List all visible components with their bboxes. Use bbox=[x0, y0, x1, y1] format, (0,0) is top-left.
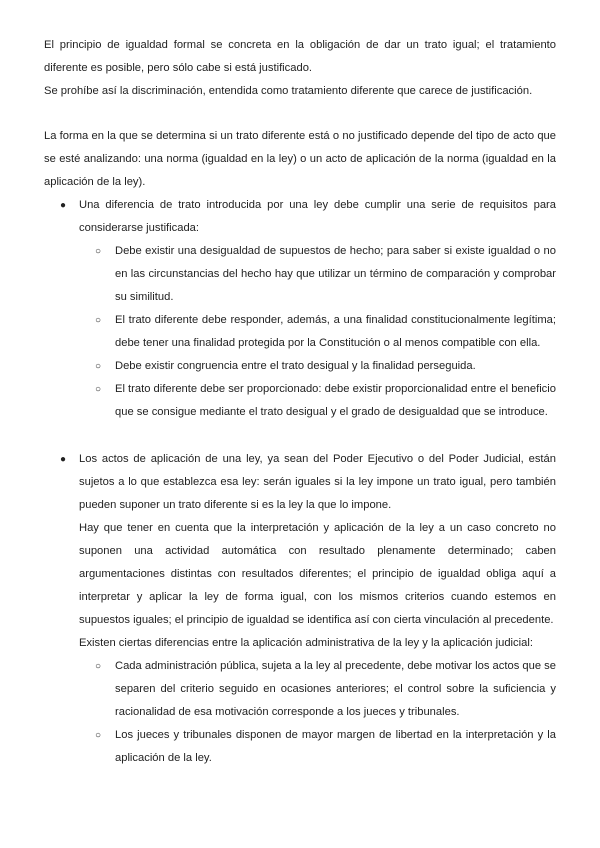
list-item-paragraph: Existen ciertas diferencias entre la aplicación administrativa de la ley y la aplicación judicial: bbox=[79, 637, 533, 649]
sub-list bbox=[79, 240, 556, 424]
sub-list-item bbox=[79, 378, 556, 424]
sub-list-item-text: El trato diferente debe ser proporcionado: debe existir proporcionalidad entre el beneficio que se consigue mediante el trato desigual y el grado de desigualdad que se introduce. bbox=[115, 383, 556, 418]
spacer bbox=[44, 103, 556, 125]
list-item-ley bbox=[44, 194, 556, 424]
intro-paragraph-3: La forma en la que se determina si un trato diferente está o no justificado depende del tipo de acto que se esté analizando: una norma (igualdad en la ley) o un acto de aplicación de la norma (igualdad en la aplicación de la ley). bbox=[44, 130, 556, 188]
sub-list-item-text: El trato diferente debe responder, además, a una finalidad constitucionalmente legítima; debe tener una finalidad protegida por la Constitución o al menos compatible con ella. bbox=[115, 314, 556, 349]
hollow-bullet-icon: ○ bbox=[95, 730, 102, 741]
list-item-paragraph: Hay que tener en cuenta que la interpretación y aplicación de la ley a un caso concreto no suponen una actividad automática con resultado plenamente determinado; caben argumentaciones distintas con resultados diferentes; el principio de igualdad obliga aquí a interpretar y aplicar la ley de forma igual, con los mismos criterios cuando estemos en supuestos iguales; el principio de igualdad se identifica así con cierta vinculación al precedente. bbox=[79, 522, 556, 626]
sub-list bbox=[79, 655, 556, 770]
sub-list-item-text: Los jueces y tribunales disponen de mayor margen de libertad en la interpretación y la aplicación de la ley. bbox=[115, 729, 556, 764]
list-item-text: Una diferencia de trato introducida por una ley debe cumplir una serie de requisitos para considerarse justificada: bbox=[79, 199, 556, 234]
sub-list-item bbox=[79, 724, 556, 770]
sub-list-item bbox=[79, 309, 556, 355]
sub-list-item bbox=[79, 655, 556, 724]
sub-list-item bbox=[79, 355, 556, 378]
intro-paragraph-2: Se prohíbe así la discriminación, entendida como tratamiento diferente que carece de justificación. bbox=[44, 85, 533, 97]
list-item-text: Los actos de aplicación de una ley, ya sean del Poder Ejecutivo o del Poder Judicial, están sujetos a lo que establezca esa ley: serán iguales si la ley impone un trato igual, pero también pueden suponer un trato diferente si es la ley la que lo impone. bbox=[79, 453, 556, 511]
filled-bullet-icon: ● bbox=[60, 200, 67, 211]
hollow-bullet-icon: ○ bbox=[95, 361, 102, 372]
list-item-aplicacion bbox=[44, 448, 556, 770]
sub-list-item-text: Debe existir una desigualdad de supuestos de hecho; para saber si existe igualdad o no en las circunstancias del hecho hay que utilizar un término de comparación y comprobar su similitud. bbox=[115, 245, 556, 303]
hollow-bullet-icon: ○ bbox=[95, 661, 102, 672]
sub-list-item-text: Debe existir congruencia entre el trato desigual y la finalidad perseguida. bbox=[115, 360, 476, 372]
sub-list-item bbox=[79, 240, 556, 309]
intro-paragraph-1: El principio de igualdad formal se concreta en la obligación de dar un trato igual; el tratamiento diferente es posible, pero sólo cabe si está justificado. bbox=[44, 39, 556, 74]
sub-list-item-text: Cada administración pública, sujeta a la ley al precedente, debe motivar los actos que se separen del criterio seguido en ocasiones anteriores; el control sobre la suficiencia y racionalidad de esa motivación corresponde a los jueces y tribunales. bbox=[115, 660, 556, 718]
filled-bullet-icon: ● bbox=[60, 454, 67, 465]
hollow-bullet-icon: ○ bbox=[95, 246, 102, 257]
hollow-bullet-icon: ○ bbox=[95, 384, 102, 395]
hollow-bullet-icon: ○ bbox=[95, 315, 102, 326]
main-list bbox=[44, 194, 556, 770]
spacer bbox=[44, 424, 556, 448]
